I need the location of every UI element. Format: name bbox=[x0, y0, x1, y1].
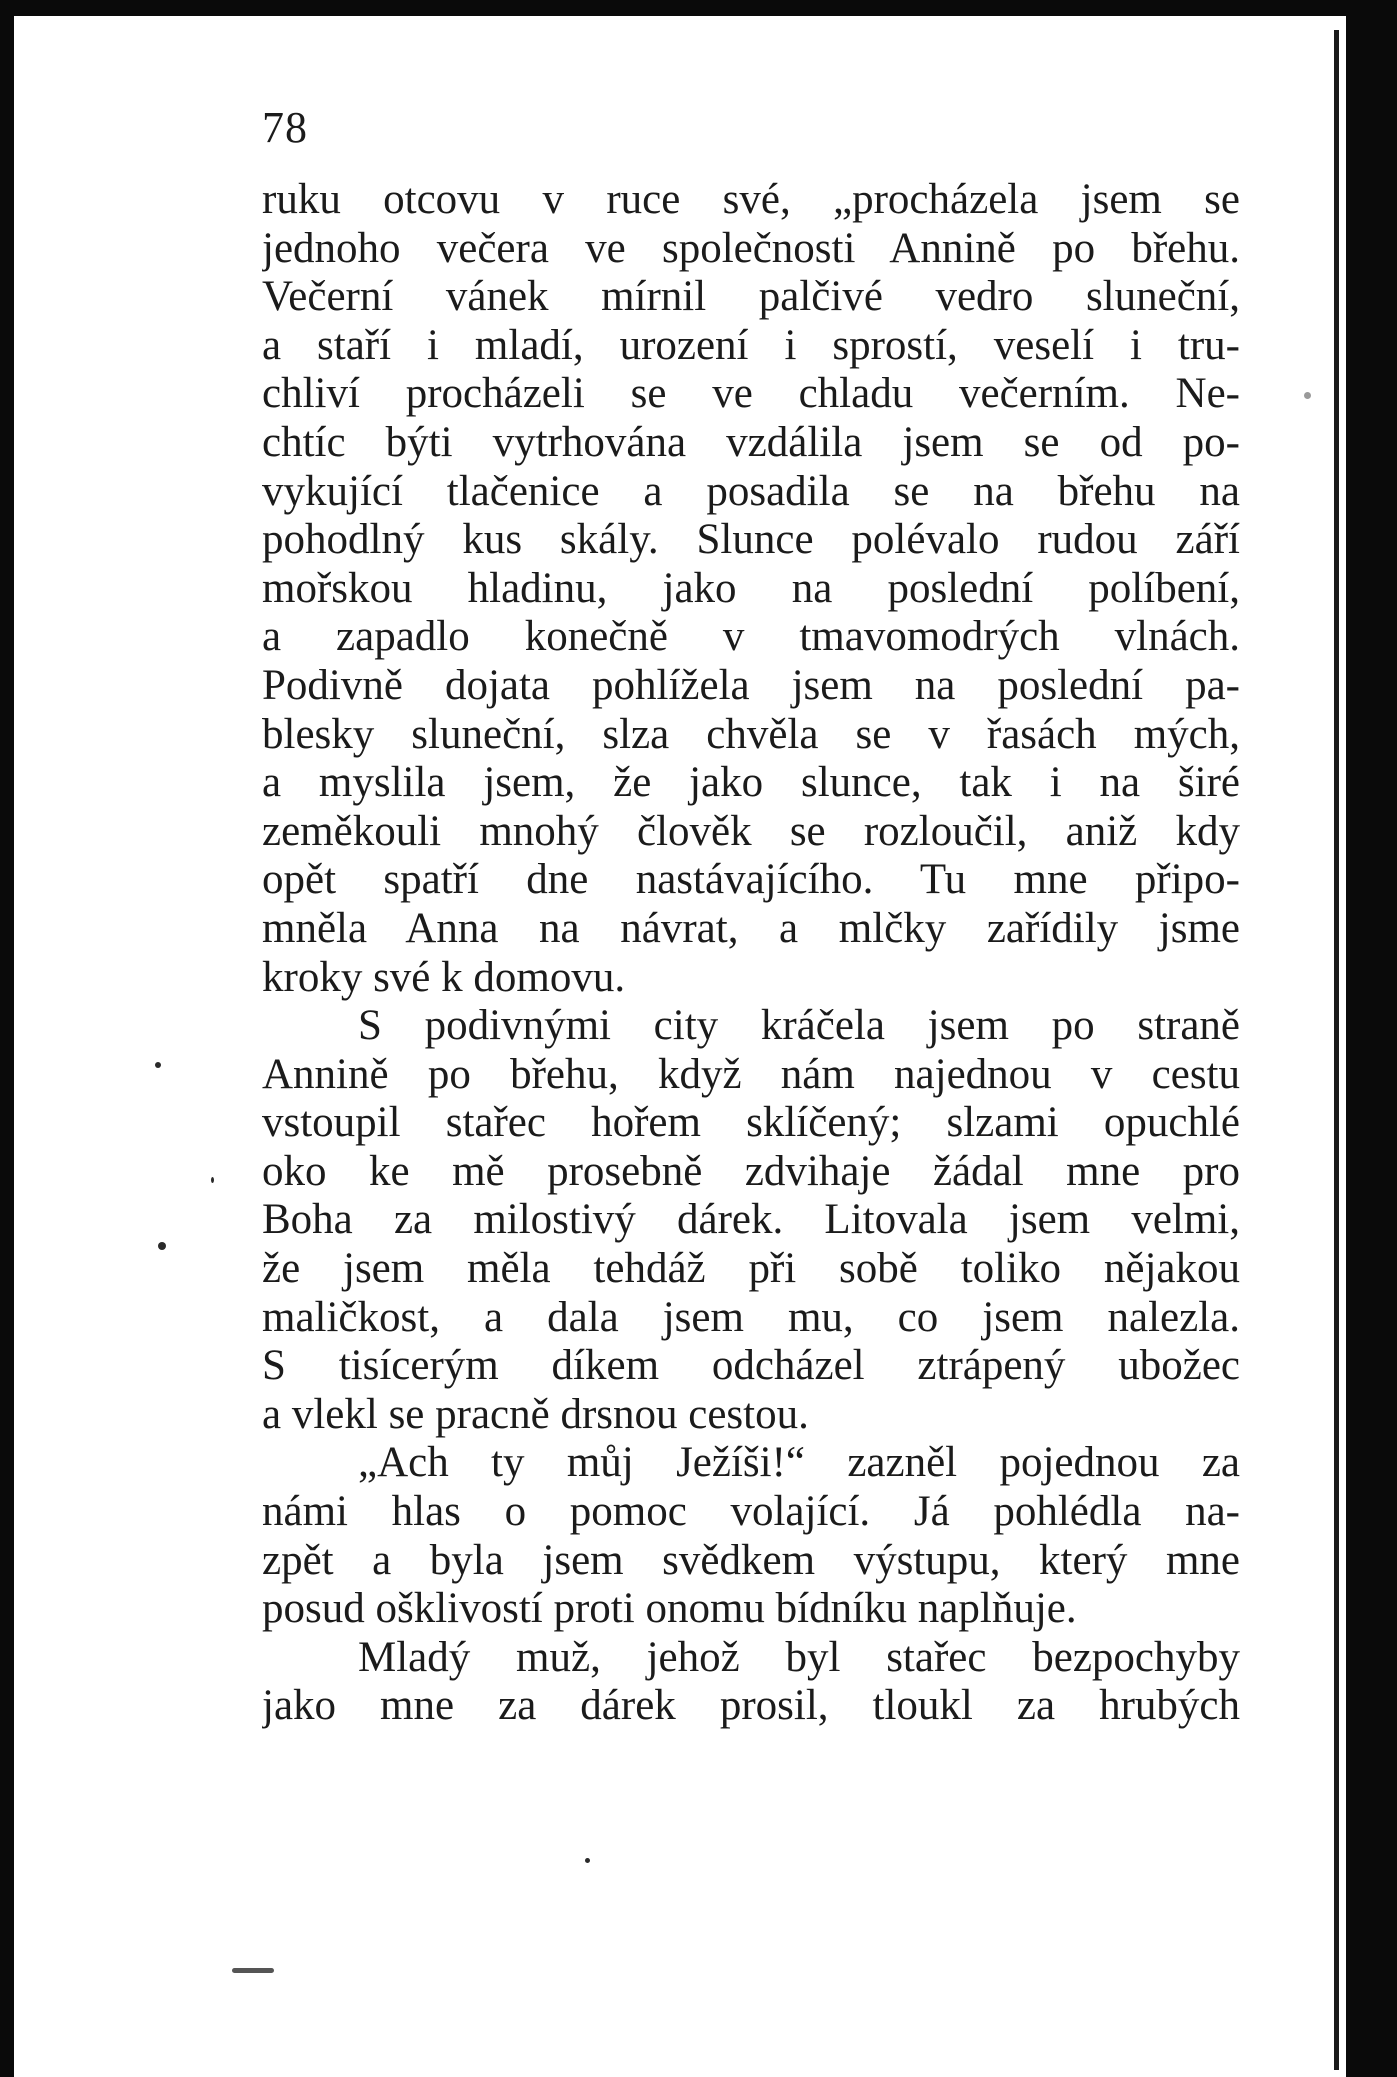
text-line: chliví procházeli se ve chladu večerním. Ne- bbox=[262, 370, 1240, 418]
text-line: posud ošklivostí proti onomu bídníku naplňuje. bbox=[262, 1585, 1077, 1633]
text-line: vstoupil stařec hořem sklíčený; slzami opuchlé bbox=[262, 1099, 1240, 1147]
text-line: kroky své k domovu. bbox=[262, 953, 626, 1001]
text-line: a vlekl se pracně drsnou cestou. bbox=[262, 1390, 809, 1438]
text-line: Večerní vánek mírnil palčivé vedro sluneční, bbox=[262, 273, 1240, 321]
text-line: Podivně dojata pohlížela jsem na poslední pa- bbox=[262, 661, 1240, 709]
text-line: Annině po břehu, když nám najednou v cestu bbox=[262, 1050, 1240, 1098]
print-speck bbox=[232, 1968, 274, 1973]
text-line: a myslila jsem, že jako slunce, tak i na širé bbox=[262, 759, 1240, 807]
text-line: oko ke mě prosebně zdvihaje žádal mne pro bbox=[262, 1147, 1240, 1195]
text-line: že jsem měla tehdáž při sobě toliko nějakou bbox=[262, 1245, 1240, 1293]
text-line: pohodlný kus skály. Slunce polévalo rudou září bbox=[262, 516, 1240, 564]
text-line: maličkost, a dala jsem mu, co jsem nalezla. bbox=[262, 1293, 1240, 1341]
text-line: zpět a byla jsem svědkem výstupu, který mne bbox=[262, 1536, 1240, 1584]
print-speck bbox=[1304, 392, 1311, 399]
text-line: zeměkouli mnohý člověk se rozloučil, aniž kdy bbox=[262, 807, 1240, 855]
text-line: a staří i mladí, urození i sprostí, veselí i tru- bbox=[262, 321, 1240, 369]
text-line: Mladý muž, jehož byl stařec bezpochyby bbox=[358, 1633, 1240, 1681]
text-line: opět spatří dne nastávajícího. Tu mne připo- bbox=[262, 856, 1240, 904]
text-line: námi hlas o pomoc volající. Já pohlédla na- bbox=[262, 1488, 1240, 1536]
text-line: jako mne za dárek prosil, tloukl za hrubých bbox=[262, 1682, 1240, 1730]
text-line: mořskou hladinu, jako na poslední políbení, bbox=[262, 564, 1240, 612]
text-line: ruku otcovu v ruce své, „procházela jsem se bbox=[262, 176, 1240, 223]
text-line: jednoho večera ve společnosti Annině po břehu. bbox=[262, 224, 1240, 272]
text-line: a zapadlo konečně v tmavomodrých vlnách. bbox=[262, 613, 1240, 661]
print-speck bbox=[155, 1062, 161, 1068]
text-line: chtíc býti vytrhována vzdálila jsem se od po- bbox=[262, 418, 1240, 466]
body-text bbox=[262, 176, 1240, 1731]
print-speck bbox=[211, 1177, 214, 1183]
scan-border-top bbox=[0, 0, 1397, 16]
text-line: vykující tlačenice a posadila se na břehu na bbox=[262, 467, 1240, 515]
text-line: blesky sluneční, slza chvěla se v řasách mých, bbox=[262, 710, 1240, 758]
text-line: mněla Anna na návrat, a mlčky zařídily jsme bbox=[262, 904, 1240, 952]
page-number: 78 bbox=[262, 103, 308, 152]
text-line: „Ach ty můj Ježíši!“ zazněl pojednou za bbox=[358, 1439, 1240, 1487]
text-line: S podivnými city kráčela jsem po straně bbox=[358, 1002, 1240, 1050]
print-speck bbox=[158, 1242, 166, 1250]
text-line: S tisícerým díkem odcházel ztrápený ubožec bbox=[262, 1342, 1240, 1390]
scan-border-right bbox=[1346, 0, 1397, 2077]
text-line: Boha za milostivý dárek. Litovala jsem velmi, bbox=[262, 1196, 1240, 1244]
scan-border-left bbox=[0, 0, 14, 2077]
binding-gutter-line bbox=[1334, 30, 1339, 2070]
print-speck bbox=[585, 1858, 590, 1863]
